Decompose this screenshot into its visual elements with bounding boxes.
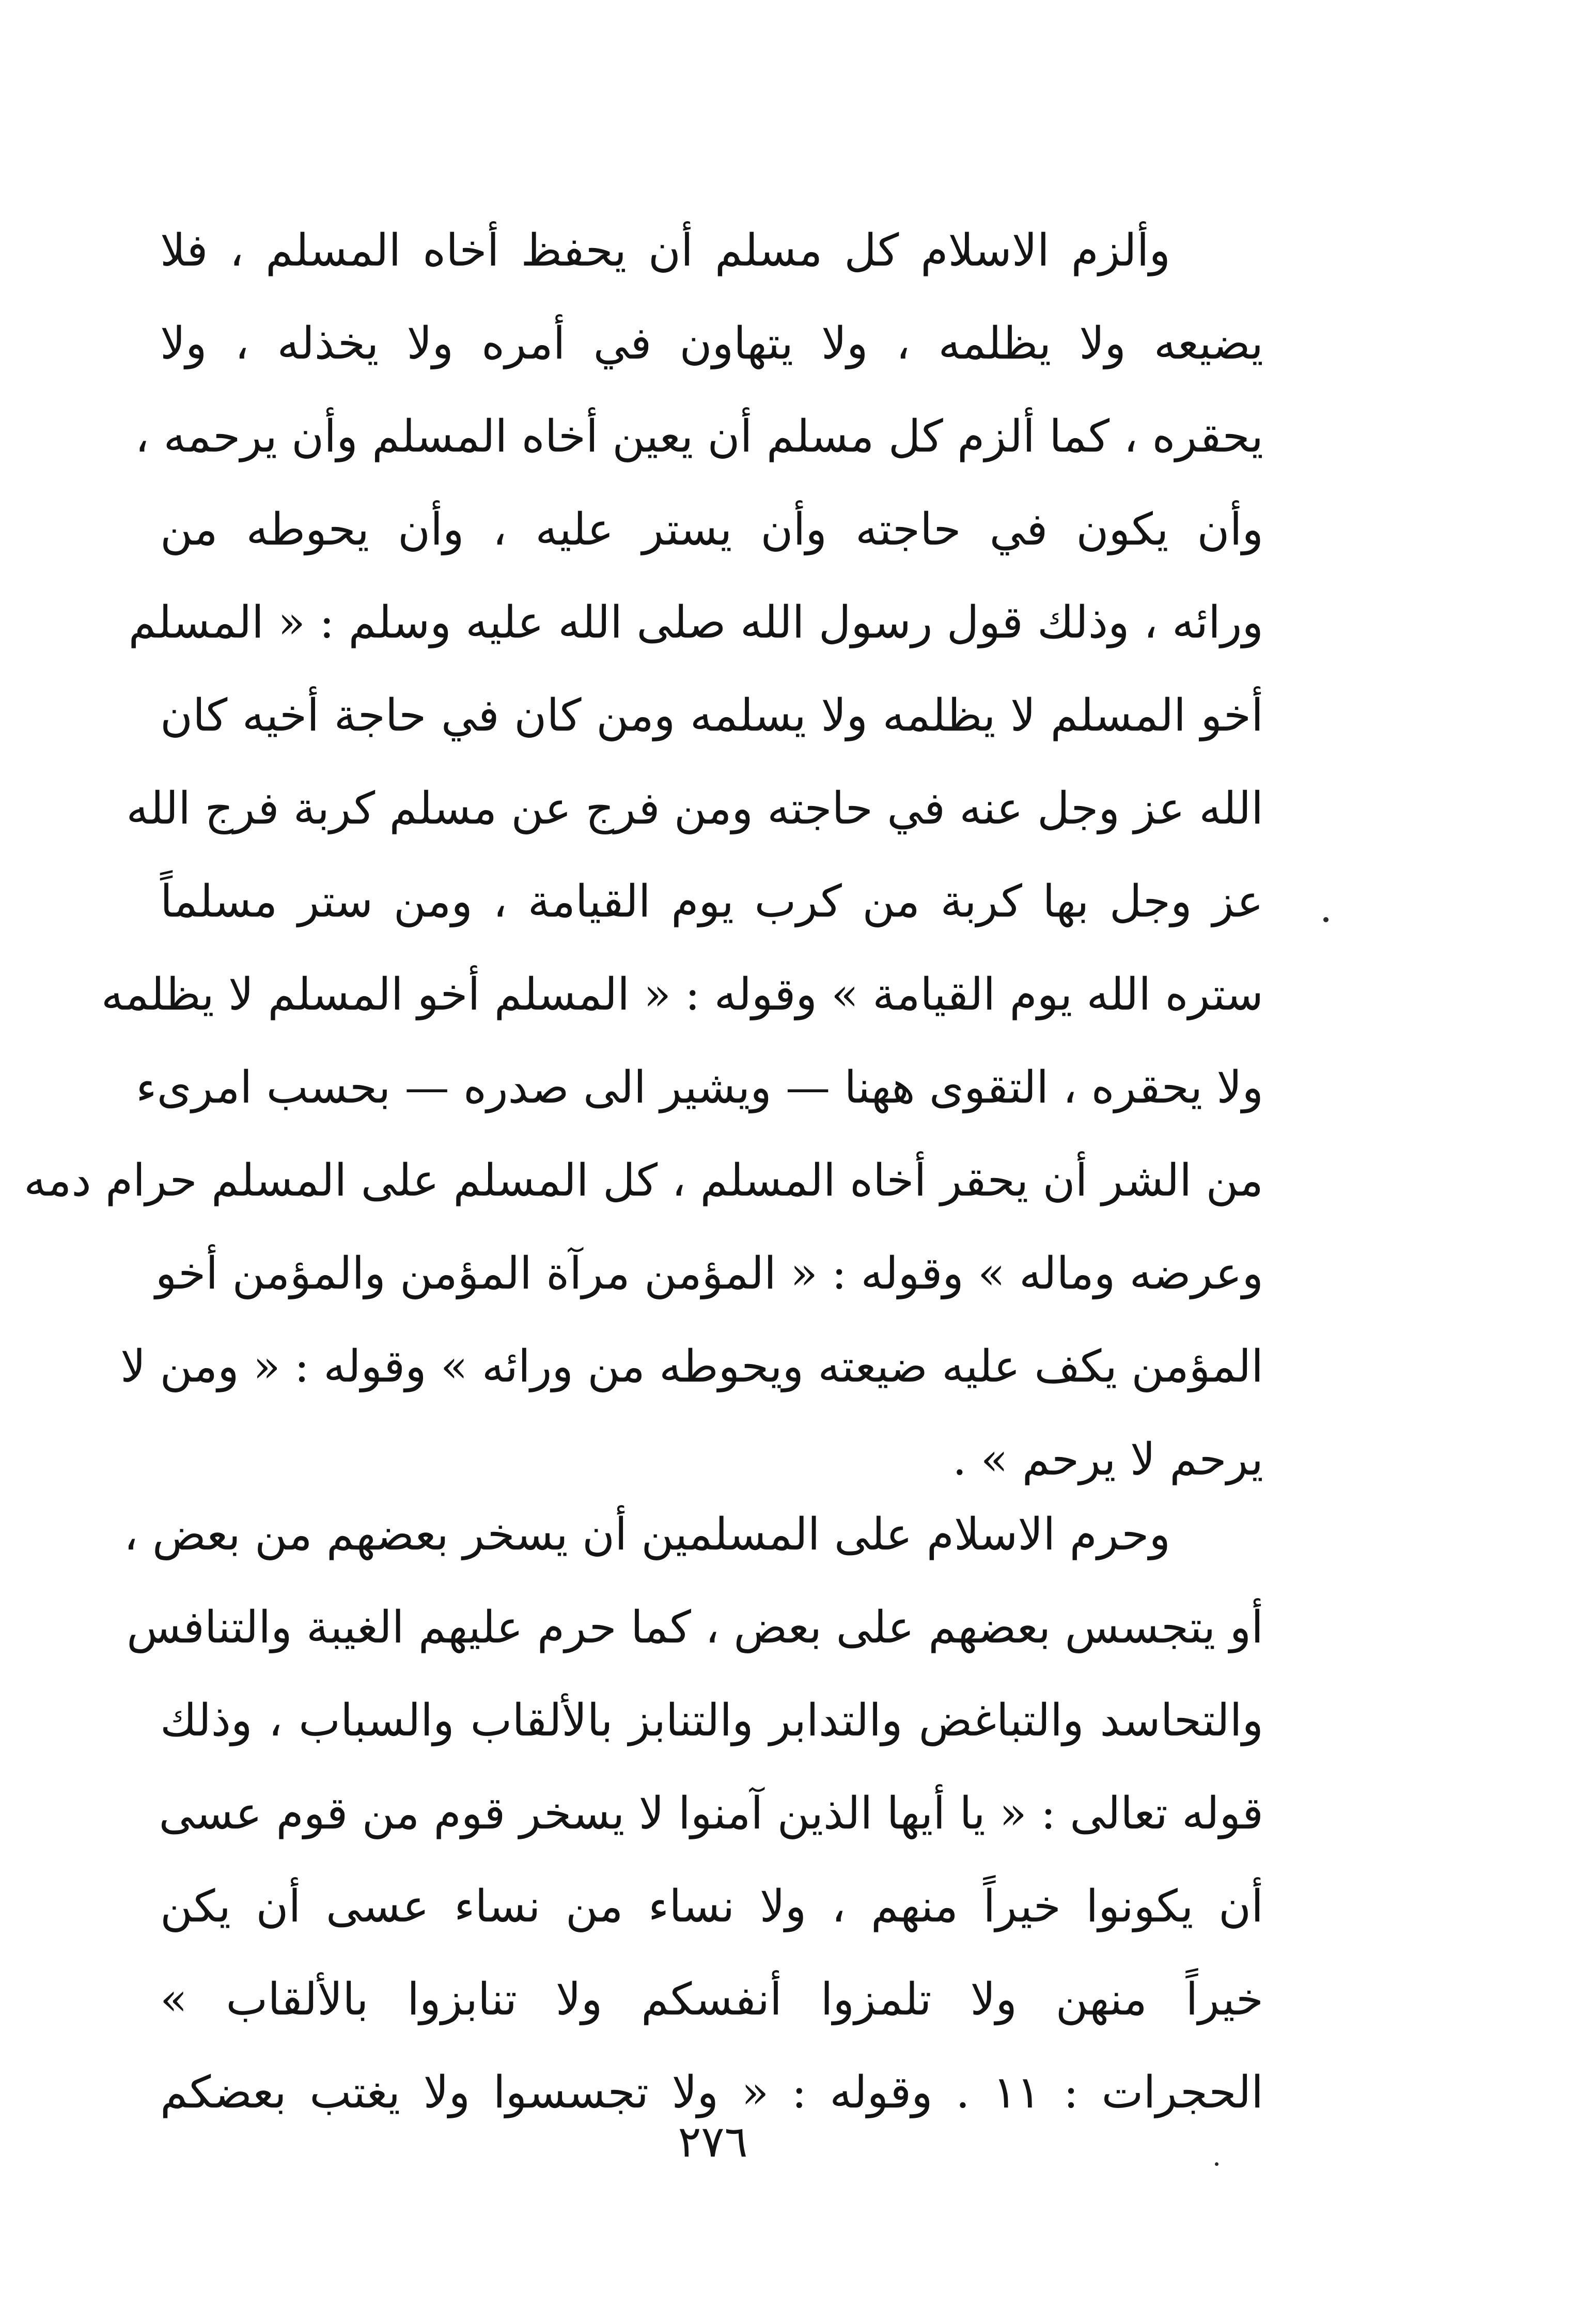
paragraph-line: قوله تعالى : « يا أيها الذين آمنوا لا يسخر قوم من قوم عسى: [159, 1788, 1263, 1839]
paragraph-line: وعرضه وماله » وقوله : « المؤمن مرآة المؤمن والمؤمن أخو: [155, 1248, 1263, 1299]
page-number: ٢٧٦: [678, 2116, 748, 2167]
paragraph-line: عز وجل بها كربة من كرب يوم القيامة ، ومن ستر مسلماً: [160, 876, 1263, 927]
paragraph-line: وحرم الاسلام على المسلمين أن يسخر بعضهم من بعض ،: [123, 1509, 1170, 1560]
scan-speck: [1323, 917, 1329, 922]
paragraph-line: يضيعه ولا يظلمه ، ولا يتهاون في أمره ولا يخذله ، ولا: [160, 318, 1263, 369]
paragraph-line: خيراً منهن ولا تلمزوا أنفسكم ولا تنابزوا بالألقاب »: [160, 1974, 1263, 2025]
paragraph-line: أن يكونوا خيراً منهم ، ولا نساء من نساء عسى أن يكن: [160, 1881, 1263, 1932]
scan-speck: [1215, 2162, 1218, 2166]
paragraph-line: ورائه ، وذلك قول رسول الله صلى الله عليه وسلم : « المسلم: [128, 597, 1263, 648]
paragraph-line: ستره الله يوم القيامة » وقوله : « المسلم أخو المسلم لا يظلمه: [101, 969, 1263, 1020]
paragraph-line: أو يتجسس بعضهم على بعض ، كما حرم عليهم الغيبة والتنافس: [127, 1602, 1263, 1653]
paragraph-line: يحقره ، كما ألزم كل مسلم أن يعين أخاه المسلم وأن يرحمه ،: [135, 411, 1263, 462]
paragraph-1: [24, 204, 1263, 1506]
paragraph-line: من الشر أن يحقر أخاه المسلم ، كل المسلم على المسلم حرام دمه: [24, 1155, 1263, 1206]
paragraph-line: الله عز وجل عنه في حاجته ومن فرج عن مسلم كربة فرج الله: [126, 783, 1263, 834]
paragraph-line: ولا يحقره ، التقوى ههنا — ويشير الى صدره — بحسب امرىء: [136, 1062, 1263, 1113]
paragraph-line: الحجرات : ١١ . وقوله : « ولا تجسسوا ولا يغتب بعضكم: [160, 2067, 1263, 2118]
paragraph-line: وألزم الاسلام كل مسلم أن يحفظ أخاه المسلم ، فلا: [160, 225, 1170, 276]
paragraph-line: وأن يكون في حاجته وأن يستر عليه ، وأن يحوطه من: [160, 504, 1263, 555]
paragraph-line: أخو المسلم لا يظلمه ولا يسلمه ومن كان في حاجة أخيه كان: [160, 690, 1263, 741]
paragraph-2: [123, 1488, 1263, 2139]
paragraph-line: يرحم لا يرحم » .: [952, 1434, 1263, 1485]
paragraph-line: المؤمن يكف عليه ضيعته ويحوطه من ورائه » وقوله : « ومن لا: [120, 1341, 1263, 1392]
paragraph-line: والتحاسد والتباغض والتدابر والتنابز بالألقاب والسباب ، وذلك: [160, 1695, 1263, 1746]
